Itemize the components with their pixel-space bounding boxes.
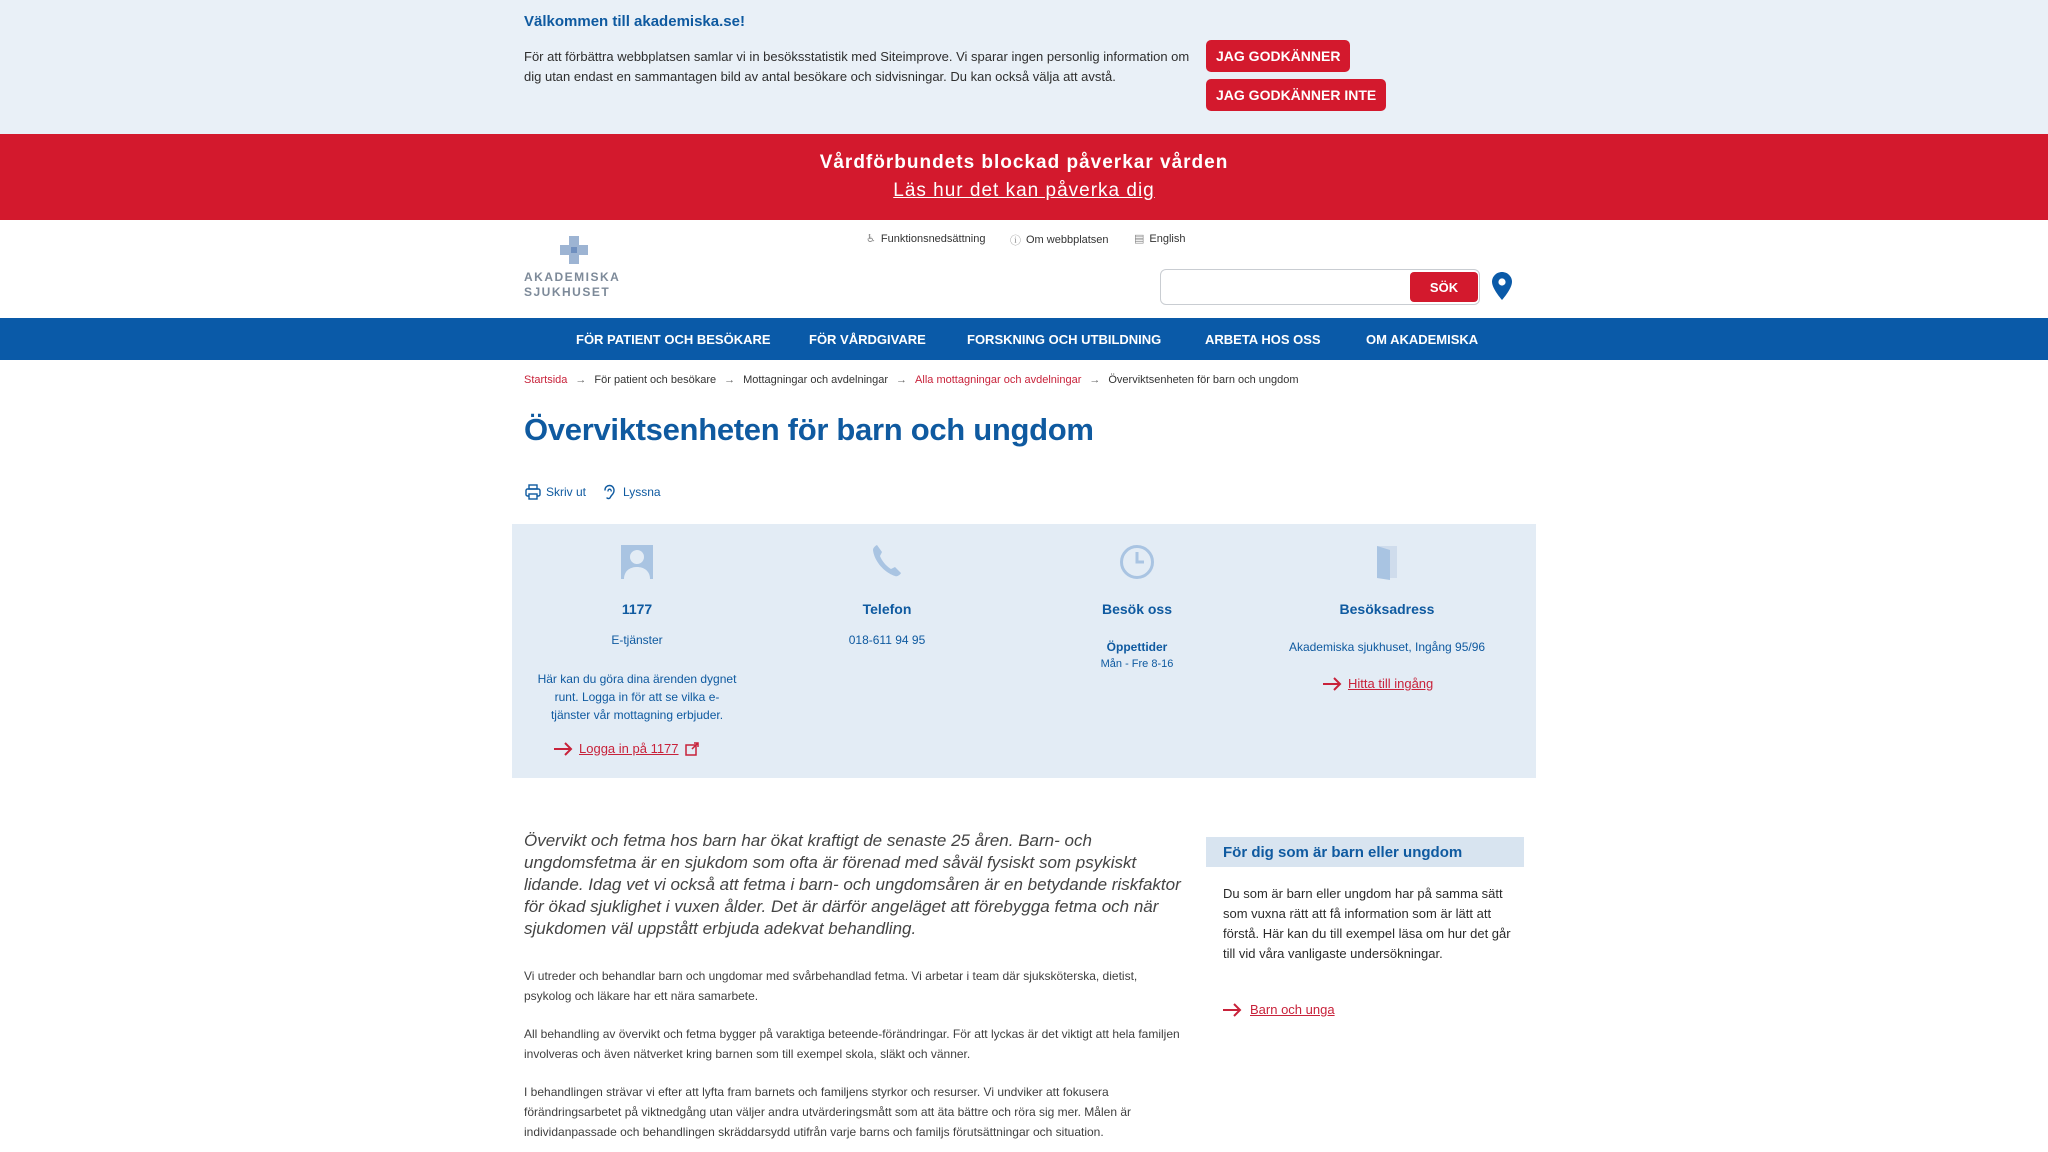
site-logo[interactable] — [524, 234, 624, 302]
logo-text: AKADEMISKA SJUKHUSET — [524, 270, 620, 299]
utility-accessibility-link[interactable] — [866, 232, 985, 245]
nav-item-om[interactable]: OM AKADEMISKA — [1366, 331, 1479, 347]
cookie-accept-button[interactable]: JAG GODKÄNNER — [1206, 40, 1350, 72]
external-link-icon — [685, 742, 699, 756]
children-link-label: Barn och unga — [1250, 1002, 1335, 1017]
info-opening-label: Öppettider — [1106, 640, 1168, 654]
nav-item-arbeta[interactable]: ARBETA HOS OSS — [1205, 331, 1321, 347]
ear-icon — [602, 484, 618, 500]
breadcrumb-arrow-icon: → — [1089, 374, 1101, 386]
map-pin-icon[interactable] — [1492, 272, 1512, 300]
info-phone-title: Telefon — [862, 601, 912, 617]
article-paragraph: Vi utreder och behandlar barn och ungdomar med svårbehandlad fetma. Vi arbetar i team där sjuksköterska, dietist, psykolog och läkare har ett nära samarbete. — [524, 969, 1138, 1003]
arrow-right-icon — [1222, 1003, 1242, 1017]
printer-icon — [525, 484, 541, 500]
article-lead: Övervikt och fetma hos barn har ökat kraftigt de senaste 25 åren. Barn- och ungdomsfetma är en sjukdom som ofta är förenad med såväl fysiskt som psykiskt lidande. Idag vet vi också att fetma i barn- och ungdomsåren är en betydande riskfaktor för ökad sjuklighet i vuxen ålder. Det är därför angeläget att förebygga fetma och när sjukdomen väl uppstått erbjuda adekvat behandling. — [524, 831, 1181, 938]
main-nav — [0, 318, 2048, 360]
listen-button[interactable] — [602, 484, 661, 500]
info-eservices-title: 1177 — [621, 601, 653, 617]
breadcrumb-arrow-icon: → — [896, 374, 908, 386]
info-icon: ⓘ — [1010, 235, 1021, 247]
door-icon — [1374, 544, 1400, 580]
login-1177-label: Logga in på 1177 — [579, 741, 679, 756]
accessibility-icon: ♿ — [866, 233, 876, 245]
breadcrumb — [524, 374, 1299, 386]
children-link[interactable] — [1222, 1002, 1335, 1017]
logo-cross-icon — [560, 236, 588, 264]
search-button[interactable]: SÖK — [1410, 272, 1478, 302]
print-button[interactable] — [525, 484, 586, 500]
nav-item-vardgivare[interactable]: FÖR VÅRDGIVARE — [809, 331, 926, 347]
sidebar-card-heading: För dig som är barn eller ungdom — [1206, 837, 1524, 867]
arrow-right-icon — [553, 742, 573, 756]
utility-about-link[interactable] — [1010, 232, 1109, 248]
breadcrumb-item-mottagningar[interactable]: Mottagningar och avdelningar — [743, 374, 889, 386]
person-icon — [620, 544, 654, 580]
utility-english-link[interactable] — [1134, 232, 1185, 245]
article-paragraph: I behandlingen strävar vi efter att lyfta fram barnets och familjens styrkor och resurser. Vi undviker att fokusera förändringsarbetet på viktnedgång utan väljer andra utvärderingsmått som att äta bättre och röra sig mer. Målen är individanpassade och behandlingen skräddarsydd utifrån varje barns och familjs förutsättningar och situation. — [524, 1085, 1131, 1139]
login-1177-link[interactable] — [553, 741, 699, 756]
article-paragraph: All behandling av övervikt och fetma bygger på varaktiga beteende-förändringar. För att lyckas är det viktigt att hela familjen involveras och även nätverket kring barnen som till exempel skola, släkt och vänner. — [524, 1027, 1180, 1061]
search-input[interactable] — [1169, 274, 1389, 300]
breadcrumb-item-patient[interactable]: För patient och besökare — [594, 374, 717, 386]
language-icon: ▤ — [1134, 233, 1145, 245]
info-address-title: Besöksadress — [1339, 601, 1435, 617]
info-eservices-subtitle: E-tjänster — [611, 633, 663, 647]
info-phone-number[interactable]: 018-611 94 95 — [848, 633, 926, 647]
cookie-text: För att förbättra webbplatsen samlar vi in besöksstatistik med Siteimprove. Vi sparar ingen personlig information om dig utan endast en sammantagen bild av antal besökare och sidvisningar. Du kan också välja att avstå. — [524, 49, 1190, 84]
page-title: Överviktsenheten för barn och ungdom — [524, 412, 1094, 447]
find-entrance-link[interactable] — [1322, 676, 1433, 691]
info-visit-title: Besök oss — [1101, 601, 1173, 617]
utility-english-label: English — [1149, 232, 1186, 245]
breadcrumb-arrow-icon: → — [575, 374, 587, 386]
breadcrumb-item-start[interactable]: Startsida — [524, 374, 568, 386]
alert-banner — [0, 134, 2048, 220]
clock-icon — [1119, 544, 1155, 580]
contact-info-panel — [512, 524, 1536, 778]
utility-about-label: Om webbplatsen — [1026, 234, 1109, 246]
alert-link[interactable]: Läs hur det kan påverka dig — [893, 180, 1155, 201]
info-address-text: Akademiska sjukhuset, Ingång 95/96 — [1288, 640, 1486, 654]
nav-item-patient[interactable]: FÖR PATIENT OCH BESÖKARE — [576, 331, 771, 347]
cookie-banner — [0, 0, 2048, 134]
cookie-decline-button[interactable]: JAG GODKÄNNER INTE — [1206, 79, 1386, 111]
sidebar-card-text: Du som är barn eller ungdom har på samma sätt som vuxna rätt att få information som är lätt att förstå. Här kan du till exempel läsa om hur det går till vid våra vanligaste undersökningar. — [1223, 886, 1511, 961]
cookie-title: Välkommen till akademiska.se! — [524, 13, 745, 30]
arrow-right-icon — [1322, 677, 1342, 691]
breadcrumb-item-alla[interactable]: Alla mottagningar och avdelningar — [915, 374, 1082, 386]
phone-icon — [871, 544, 903, 578]
find-entrance-label: Hitta till ingång — [1348, 676, 1434, 691]
listen-label: Lyssna — [623, 485, 661, 499]
nav-item-forskning[interactable]: FORSKNING OCH UTBILDNING — [967, 331, 1162, 347]
info-eservices-description: Här kan du göra dina ärenden dygnet runt. Logga in för att se vilka e-tjänster vår mottagning erbjuder. — [537, 672, 737, 722]
print-label: Skriv ut — [546, 485, 587, 499]
info-opening-hours: Mån - Fre 8-16 — [1100, 658, 1174, 670]
alert-title: Vårdförbundets blockad påverkar vården — [819, 152, 1229, 173]
breadcrumb-arrow-icon: → — [724, 374, 736, 386]
utility-accessibility-label: Funktionsnedsättning — [880, 232, 986, 245]
breadcrumb-item-current: Överviktsenheten för barn och ungdom — [1108, 374, 1299, 386]
